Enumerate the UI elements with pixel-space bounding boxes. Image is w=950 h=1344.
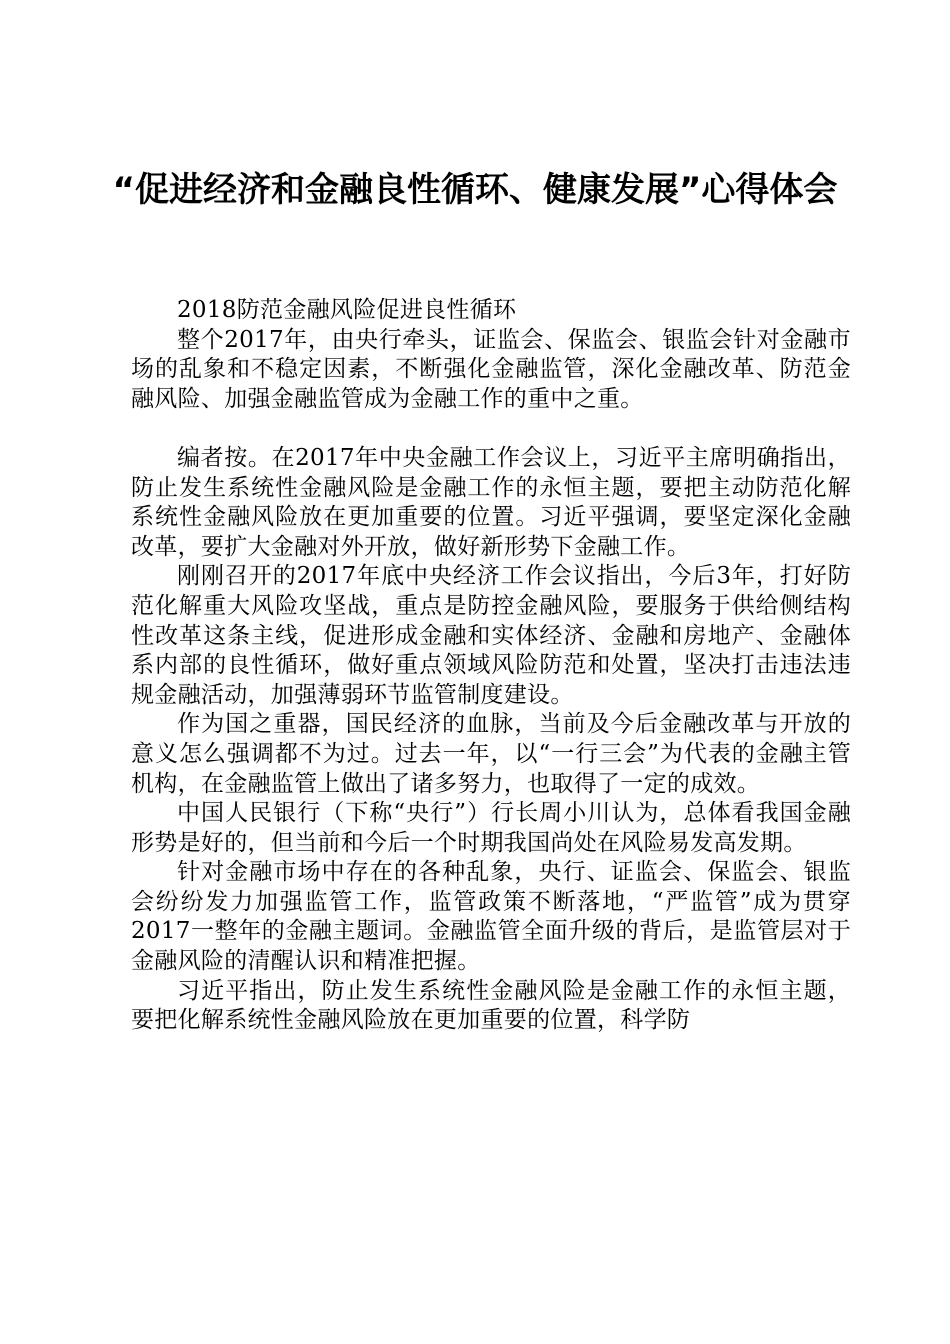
document-title: “促进经济和金融良性循环、健康发展”心得体会 [112, 170, 838, 210]
paragraph-economic-conference: 刚刚召开的2017年底中央经济工作会议指出，今后3年，打好防范化解重大风险攻坚战，重点是防控金融风险，要服务于供给侧结构性改革这条主线，促进形成金融和实体经济、金融和房地产、金融体系内部的良性循环，做好重点领域风险防范和处置，坚决打击违法违规金融活动，加强薄弱环节监管制度建设。 [131, 563, 851, 708]
paragraph-xi-statement: 习近平指出，防止发生系统性金融风险是金融工作的永恒主题，要把化解系统性金融风险放在更加重要的位置，科学防 [131, 977, 851, 1034]
paragraph-pboc-governor: 中国人民银行（下称“央行”）行长周小川认为，总体看我国金融形势是好的，但当前和今后一个时期我国尚处在风险易发高发期。 [131, 800, 851, 856]
document-body [131, 296, 851, 1036]
paragraph-editor-note: 编者按。在2017年中央金融工作会议上，习近平主席明确指出，防止发生系统性金融风险是金融工作的永恒主题，要把主动防范化解系统性金融风险放在更加重要的位置。习近平强调，要坚定深化金融改革，要扩大金融对外开放，做好新形势下金融工作。 [131, 444, 851, 560]
paragraph-finance-importance: 作为国之重器，国民经济的血脉，当前及今后金融改革与开放的意义怎么强调都不为过。过去一年，以“一行三会”为代表的金融主管机构，在金融监管上做出了诸多努力，也取得了一定的成效。 [131, 711, 851, 797]
paragraph-regulation: 针对金融市场中存在的各种乱象，央行、证监会、保监会、银监会纷纷发力加强监管工作，监管政策不断落地，“严监管”成为贯穿2017一整年的金融主题词。金融监管全面升级的背后，是监管层对于金融风险的清醒认识和精准把握。 [131, 859, 851, 975]
paragraph-intro: 整个2017年，由央行牵头，证监会、保监会、银监会针对金融市场的乱象和不稳定因素，不断强化金融监管，深化金融改革、防范金融风险、加强金融监管成为金融工作的重中之重。 [131, 326, 851, 412]
document-subtitle: 2018防范金融风险促进良性循环 [177, 297, 517, 323]
